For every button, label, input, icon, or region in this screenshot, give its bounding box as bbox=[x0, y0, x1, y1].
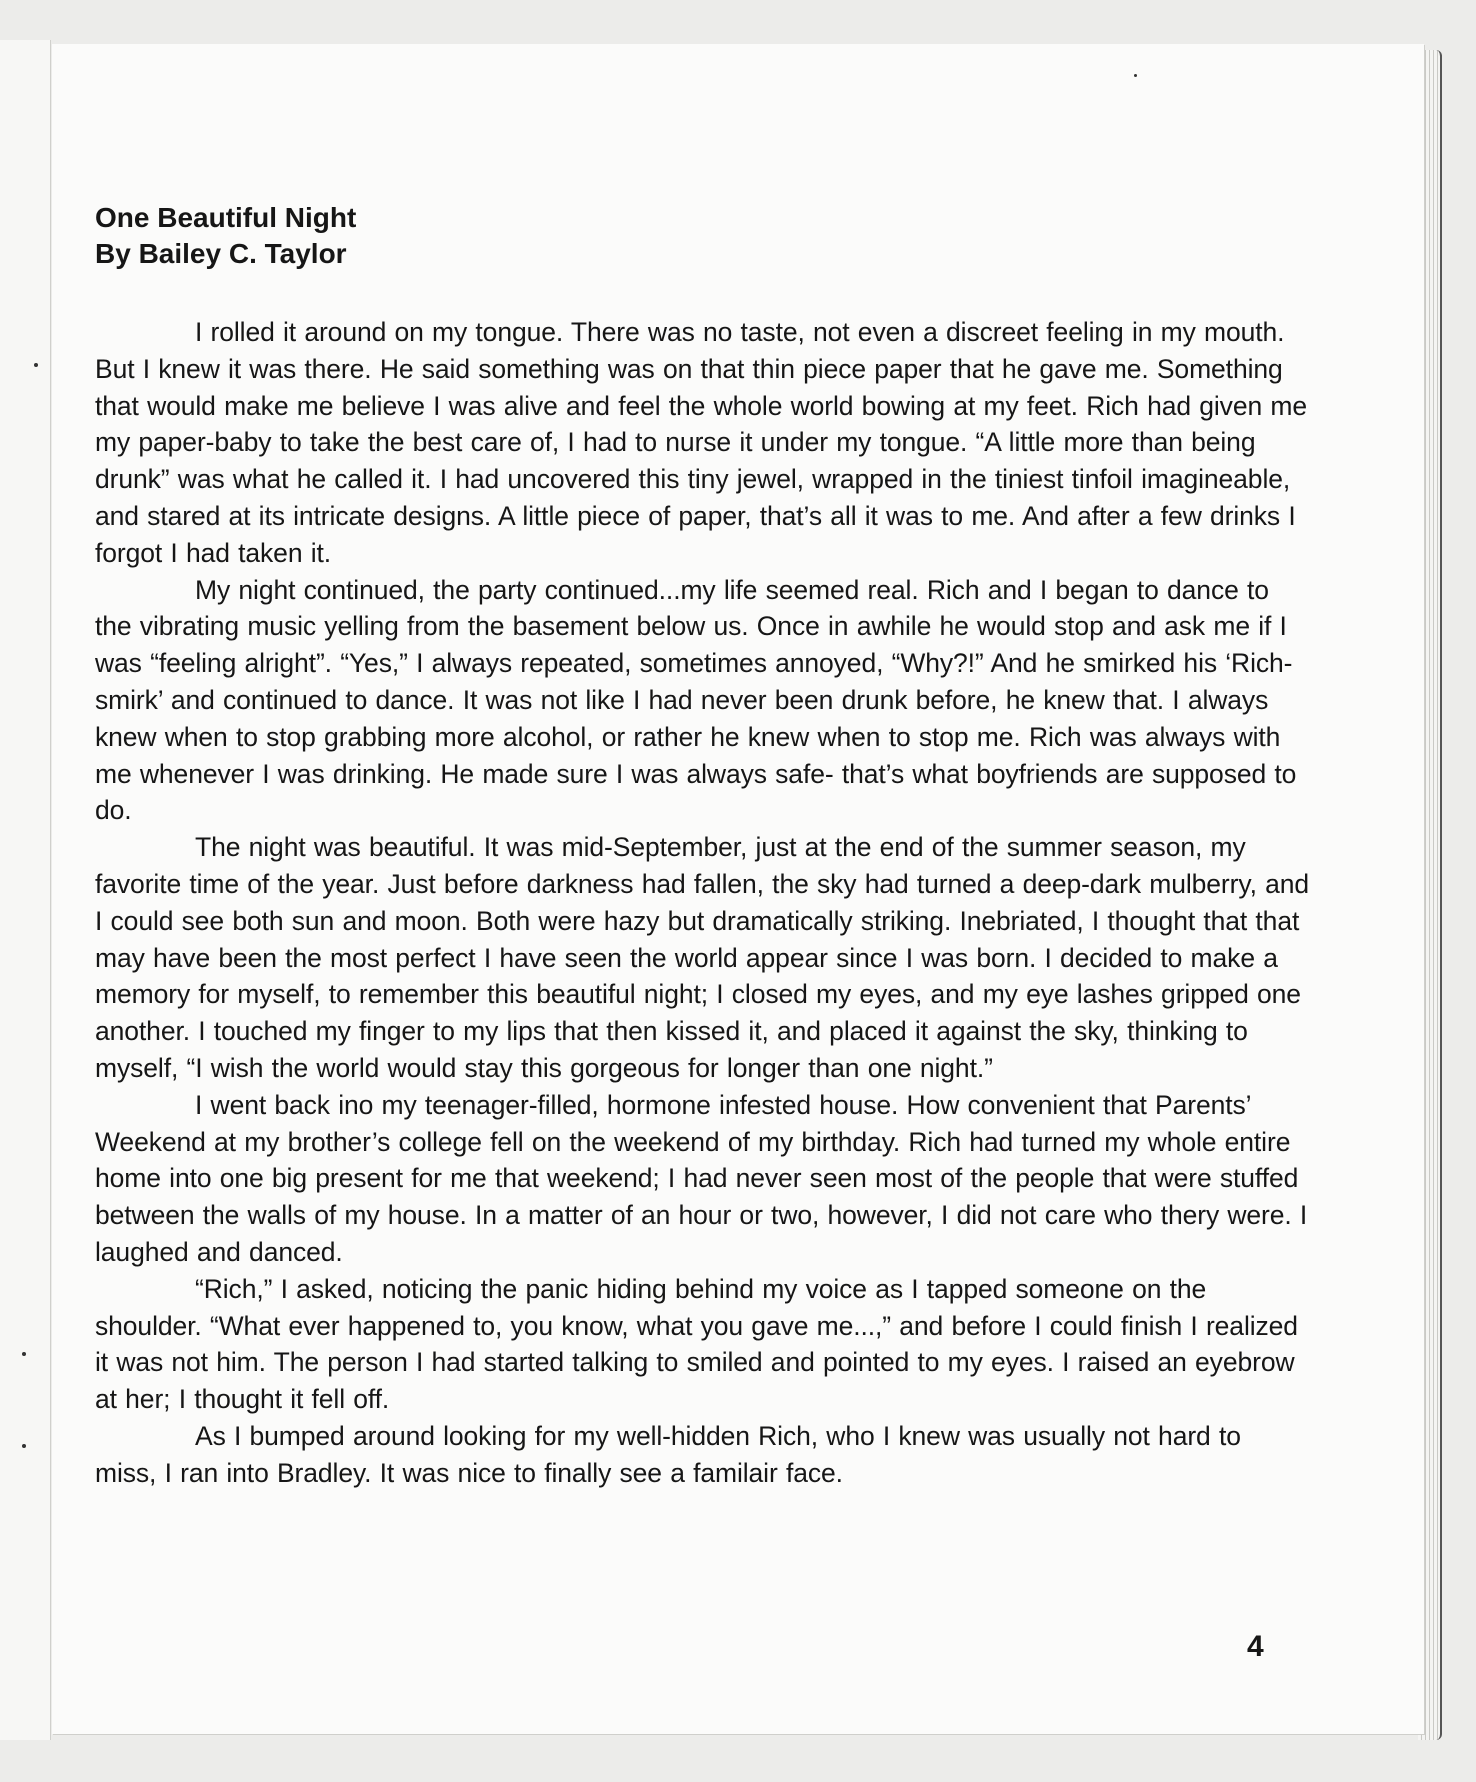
dust-speck bbox=[22, 1444, 26, 1448]
dust-speck bbox=[34, 363, 38, 367]
paragraph-3: The night was beautiful. It was mid-September, just at the end of the summer season, my favorite time of the year. Just before darkness had fallen, the sky had turned a deep-dark mulberry, and I could see both sun and moon. Both were hazy but dramatically striking. Inebriated, I thought that that may have been the most perfect I have seen the world appear since I was born. I decided to make a memory for myself, to remember this beautiful night; I closed my eyes, and my eye lashes gripped one another. I touched my finger to my lips that then kissed it, and placed it against the sky, thinking to myself, “I wish the world would stay this gorgeous for longer than one night.” bbox=[95, 832, 1310, 1083]
dust-speck bbox=[1134, 74, 1137, 77]
article bbox=[95, 200, 1310, 1492]
paragraph-1: I rolled it around on my tongue. There was no taste, not even a discreet feeling in my mouth. But I knew it was there. He said something was on that thin piece paper that he gave me. Something that would make me believe I was alive and feel the whole world bowing at my feet. Rich had given me my paper-baby to take the best care of, I had to nurse it under my tongue. “A little more than being drunk” was what he called it. I had uncovered this tiny jewel, wrapped in the tiniest tinfoil imagineable, and stared at its intricate designs. A little piece of paper, that’s all it was to me. And after a few drinks I forgot I had taken it. bbox=[95, 317, 1307, 568]
previous-page-edge bbox=[0, 40, 51, 1740]
paragraph-4: I went back ino my teenager-filled, hormone infested house. How convenient that Parents’ Weekend at my brother’s college fell on the weekend of my birthday. Rich had turned my whole entire home into one big present for me that weekend; I had never seen most of the people that were stuffed between the walls of my house. In a matter of an hour or two, however, I did not care who thery were. I laughed and danced. bbox=[95, 1089, 1308, 1267]
story-byline: By Bailey C. Taylor bbox=[95, 238, 347, 269]
paragraph-2: My night continued, the party continued...my life seemed real. Rich and I began to dance to the vibrating music yelling from the basement below us. Once in awhile he would stop and ask me if I was “feeling alright”. “Yes,” I always repeated, sometimes annoyed, “Why?!” And he smirked his ‘Rich-smirk’ and continued to dance. It was not like I had never been drunk before, he knew that. I always knew when to stop grabbing more alcohol, or rather he knew when to stop me. Rich was always with me whenever I was drinking. He made sure I was always safe- that’s what boyfriends are supposed to do. bbox=[95, 574, 1297, 826]
page-number: 4 bbox=[1247, 1630, 1264, 1663]
story-body bbox=[95, 314, 1310, 1492]
story-title: One Beautiful Night bbox=[95, 202, 357, 233]
dust-speck bbox=[22, 1352, 26, 1356]
paragraph-5: “Rich,” I asked, noticing the panic hiding behind my voice as I tapped someone on the shoulder. “What ever happened to, you know, what you gave me...,” and before I could finish I realized it was not him. The person I had started talking to smiled and pointed to my eyes. I raised an eyebrow at her; I thought it fell off. bbox=[95, 1273, 1298, 1415]
paragraph-6: As I bumped around looking for my well-hidden Rich, who I knew was usually not hard to miss, I ran into Bradley. It was nice to finally see a familair face. bbox=[95, 1420, 1241, 1488]
